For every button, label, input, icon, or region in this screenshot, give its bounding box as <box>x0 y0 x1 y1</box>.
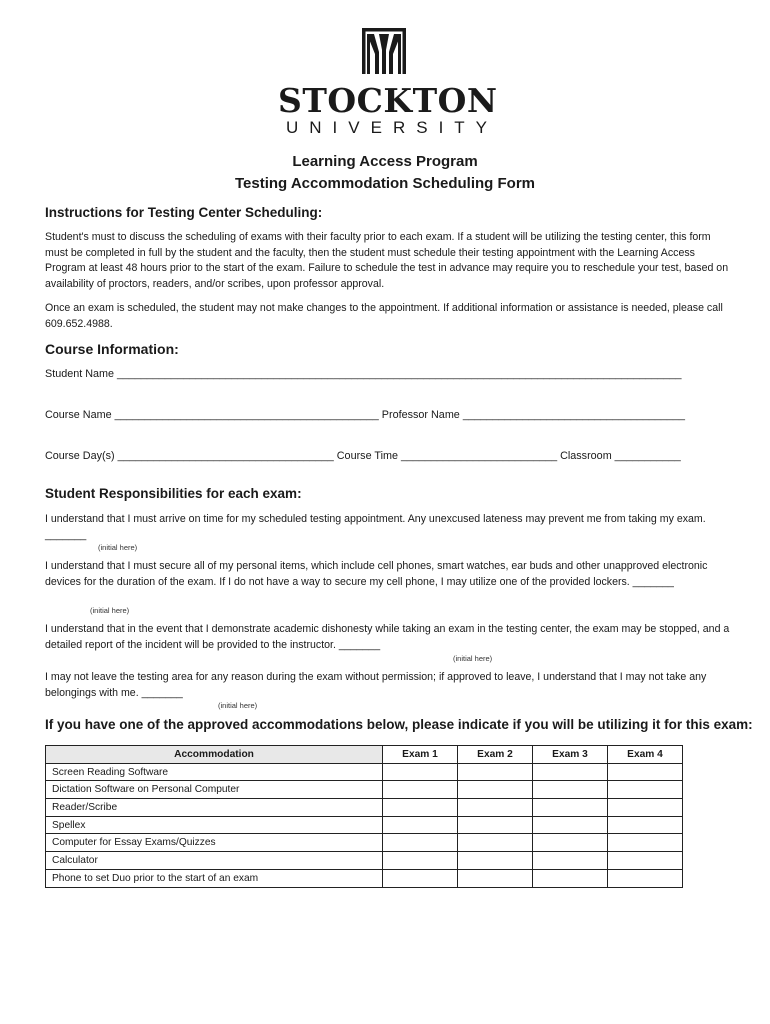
responsibility-2[interactable]: I understand that I must secure all of my personal items, which include cell phones, smart watches, ear buds and other unapproved electronic devices for the duration of the exam. If I do not have a way to secure my cell phone, I may utilize one of the provided lockers. _______ <box>45 560 708 588</box>
column-header-exam-4: Exam 4 <box>608 746 683 764</box>
initial-label-2: (initial here) <box>90 606 130 615</box>
form-title-line-2: Testing Accommodation Scheduling Form <box>234 175 535 192</box>
exam-1-cell[interactable] <box>383 763 458 781</box>
accommodations-table <box>45 745 683 888</box>
column-header-exam-2: Exam 2 <box>458 746 533 764</box>
exam-2-cell[interactable] <box>458 852 533 870</box>
initial-label-1: (initial here) <box>98 543 138 552</box>
exam-2-cell[interactable] <box>458 816 533 834</box>
exam-2-cell[interactable] <box>458 834 533 852</box>
table-row <box>46 816 683 834</box>
exam-3-cell[interactable] <box>533 799 608 817</box>
table-row <box>46 763 683 781</box>
exam-1-cell[interactable] <box>383 816 458 834</box>
accommodation-name: Spellex <box>46 816 383 834</box>
accommodation-name: Computer for Essay Exams/Quizzes <box>46 834 383 852</box>
accommodation-name: Phone to set Duo prior to the start of an exam <box>46 869 383 887</box>
table-row <box>46 781 683 799</box>
accommodation-name: Screen Reading Software <box>46 763 383 781</box>
table-row <box>46 799 683 817</box>
responsibilities-heading: Student Responsibilities for each exam: <box>45 486 302 501</box>
exam-1-cell[interactable] <box>383 781 458 799</box>
table-row <box>46 834 683 852</box>
instructions-paragraph-1: Student's must to discuss the scheduling of exams with their faculty prior to each exam. If a student will be utilizing the testing center, this form must be completed in full by the student and the faculty, then the student must schedule their testing appointment with the Learning Access Program at least 48 hours prior to the start of the exam. Failure to schedule the test in advance may require you to reschedule your test, based on availability of proctors, readers, and/or scribes, upon professor approval. <box>45 231 729 290</box>
course-schedule-field[interactable]: Course Day(s) ____________________________________ Course Time __________________________ Classroom ___________ <box>45 450 681 462</box>
accommodations-heading: If you have one of the approved accommodations below, please indicate if you will be utilizing it for this exam: <box>45 717 753 732</box>
exam-2-cell[interactable] <box>458 869 533 887</box>
responsibility-4[interactable]: I may not leave the testing area for any reason during the exam without permission; if approved to leave, I understand that I may not take any belongings with me. _______ <box>45 671 707 699</box>
responsibility-3[interactable]: I understand that in the event that I demonstrate academic dishonesty while taking an exam in the testing center, the exam may be stopped, and a detailed report of the incident will be provided to the instructor. _______ <box>45 623 730 651</box>
accommodation-name: Reader/Scribe <box>46 799 383 817</box>
exam-4-cell[interactable] <box>608 781 683 799</box>
exam-3-cell[interactable] <box>533 781 608 799</box>
student-name-field[interactable]: Student Name ______________________________________________________________________________________________ <box>45 368 682 380</box>
exam-4-cell[interactable] <box>608 834 683 852</box>
course-info-heading: Course Information: <box>45 341 179 357</box>
initial-label-4: (initial here) <box>218 701 258 710</box>
exam-1-cell[interactable] <box>383 834 458 852</box>
form-title-line-1: Learning Access Program <box>292 153 478 170</box>
responsibility-1[interactable]: I understand that I must arrive on time for my scheduled testing appointment. Any unexcused lateness may prevent me from taking my exam. _______ <box>45 513 706 541</box>
accommodation-name: Calculator <box>46 852 383 870</box>
column-header-accommodation: Accommodation <box>46 746 383 764</box>
exam-2-cell[interactable] <box>458 799 533 817</box>
exam-3-cell[interactable] <box>533 763 608 781</box>
exam-3-cell[interactable] <box>533 852 608 870</box>
accommodation-name: Dictation Software on Personal Computer <box>46 781 383 799</box>
table-row <box>46 869 683 887</box>
exam-3-cell[interactable] <box>533 869 608 887</box>
exam-1-cell[interactable] <box>383 799 458 817</box>
exam-4-cell[interactable] <box>608 763 683 781</box>
initial-label-3: (initial here) <box>453 654 493 663</box>
exam-1-cell[interactable] <box>383 852 458 870</box>
logo-wordmark: STOCKTON <box>278 81 498 120</box>
column-header-exam-1: Exam 1 <box>383 746 458 764</box>
exam-2-cell[interactable] <box>458 763 533 781</box>
column-header-exam-3: Exam 3 <box>533 746 608 764</box>
logo-subtitle: UNIVERSITY <box>286 118 499 137</box>
instructions-heading: Instructions for Testing Center Scheduling: <box>45 205 323 220</box>
course-professor-field[interactable]: Course Name ____________________________________________ Professor Name _____________________________________ <box>45 409 685 421</box>
exam-4-cell[interactable] <box>608 799 683 817</box>
exam-3-cell[interactable] <box>533 834 608 852</box>
tree-logo-icon <box>278 26 490 86</box>
exam-4-cell[interactable] <box>608 816 683 834</box>
table-header-row <box>46 746 683 764</box>
exam-2-cell[interactable] <box>458 781 533 799</box>
instructions-paragraph-2: Once an exam is scheduled, the student may not make changes to the appointment. If additional information or assistance is needed, please call 609.652.4988. <box>45 302 723 330</box>
exam-4-cell[interactable] <box>608 852 683 870</box>
table-row <box>46 852 683 870</box>
exam-1-cell[interactable] <box>383 869 458 887</box>
exam-3-cell[interactable] <box>533 816 608 834</box>
exam-4-cell[interactable] <box>608 869 683 887</box>
